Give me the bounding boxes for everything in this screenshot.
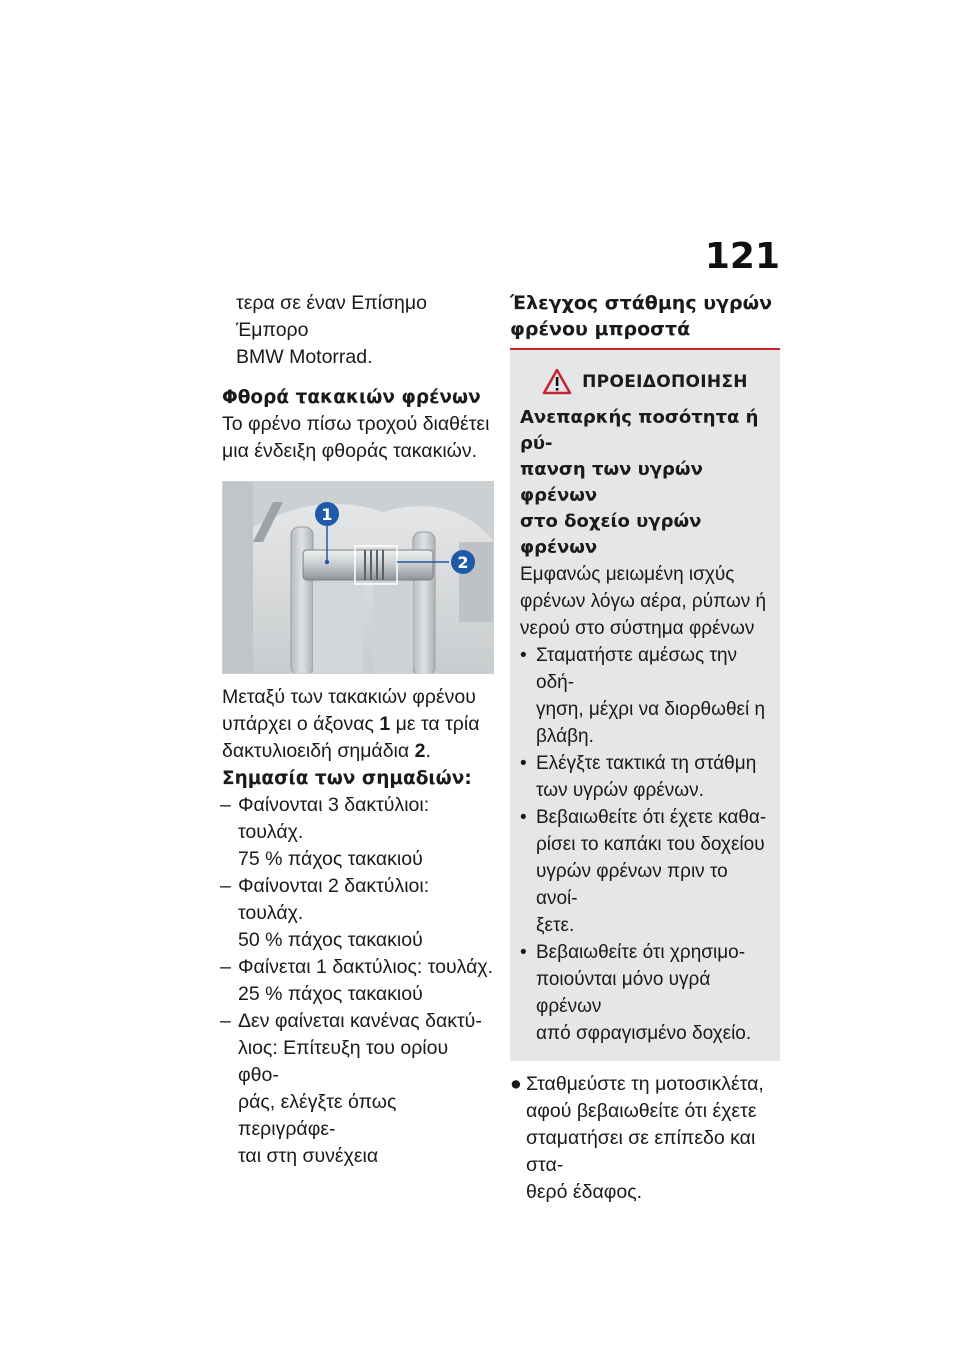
section-heading-fluid-level: φρένου μπροστά bbox=[510, 318, 691, 340]
section-heading-marks: Σημασία των σημαδιών: bbox=[222, 768, 472, 789]
brake-pad-illustration bbox=[223, 482, 494, 674]
warning-box bbox=[510, 350, 780, 1061]
warning-bullets bbox=[520, 642, 770, 1047]
list-item: – Φαίνονται 2 δακτύλιοι: τουλάχ. 50 % πάχος τακακιού bbox=[220, 875, 430, 951]
body-line: Το φρένο πίσω τροχού διαθέτει bbox=[222, 413, 490, 435]
warning-title-row bbox=[520, 368, 770, 395]
warning-title: ΠΡΟΕΙΔΟΠΟΙΗΣΗ bbox=[582, 371, 748, 392]
list-item: • Ελέγξτε τακτικά τη στάθμη των υγρών φρένων. bbox=[520, 753, 757, 801]
caption-line: υπάρχει ο άξονας 1 με τα τρία bbox=[222, 713, 480, 735]
procedure-steps bbox=[510, 1071, 780, 1206]
list-item: • Βεβαιωθείτε ότι έχετε καθα- ρίσει το καπάκι του δοχείου υγρών φρένων πριν το ανοί- ξετε. bbox=[520, 807, 767, 936]
marks-list bbox=[222, 792, 494, 1170]
right-column bbox=[510, 290, 780, 1206]
intro-line: τερα σε έναν Επίσημο Έμπορο bbox=[236, 292, 427, 341]
caption-line: Μεταξύ των τακακιών φρένου bbox=[222, 686, 476, 708]
list-item: ● Σταθμεύστε τη μοτοσικλέτα, αφού βεβαιωθείτε ότι έχετε σταματήσει σε επίπεδο και στα- θερό έδαφος. bbox=[510, 1073, 764, 1203]
warning-heading: Ανεπαρκής ποσότητα ή ρύ- bbox=[520, 407, 759, 454]
list-item: • Σταματήστε αμέσως την οδή- γηση, μέχρι να διορθωθεί η βλάβη. bbox=[520, 645, 766, 747]
list-item: – Φαίνονται 3 δακτύλιοι: τουλάχ. 75 % πάχος τακακιού bbox=[220, 794, 430, 870]
warning-heading: στο δοχείο υγρών φρένων bbox=[520, 511, 702, 558]
warning-body: φρένων λόγω αέρα, ρύπων ή bbox=[520, 591, 767, 612]
list-item: • Βεβαιωθείτε ότι χρησιμο- ποιούνται μόνο υγρά φρένων από σφραγισμένο δοχείο. bbox=[520, 942, 752, 1044]
callout-1-label: 1 bbox=[321, 505, 333, 524]
warning-heading: πανση των υγρών φρένων bbox=[520, 459, 703, 506]
page-number: 121 bbox=[704, 236, 780, 277]
section-heading-pad-wear: Φθορά τακακιών φρένων bbox=[222, 387, 481, 408]
list-item: – Φαίνεται 1 δακτύλιος: τουλάχ. 25 % πάχος τακακιού bbox=[220, 956, 494, 1005]
section-heading-fluid-level: Έλεγχος στάθμης υγρών bbox=[510, 292, 773, 314]
warning-triangle-icon bbox=[542, 368, 572, 395]
body-line: μια ένδειξη φθοράς τακακιών. bbox=[222, 440, 478, 462]
warning-body: νερού στο σύστημα φρένων bbox=[520, 618, 755, 639]
left-column bbox=[222, 290, 494, 1170]
warning-body: Εμφανώς μειωμένη ισχύς bbox=[520, 564, 735, 585]
brake-pad-figure bbox=[222, 481, 494, 674]
caption-line: δακτυλιοειδή σημάδια 2. bbox=[222, 740, 431, 762]
list-item: – Δεν φαίνεται κανένας δακτύ- λιος: Επίτευξη του ορίου φθο- ράς, ελέγξτε όπως περιγράφε- ται στη συνέχεια bbox=[220, 1010, 482, 1167]
intro-line: BMW Motorrad. bbox=[236, 346, 373, 368]
callout-2-label: 2 bbox=[457, 553, 469, 572]
